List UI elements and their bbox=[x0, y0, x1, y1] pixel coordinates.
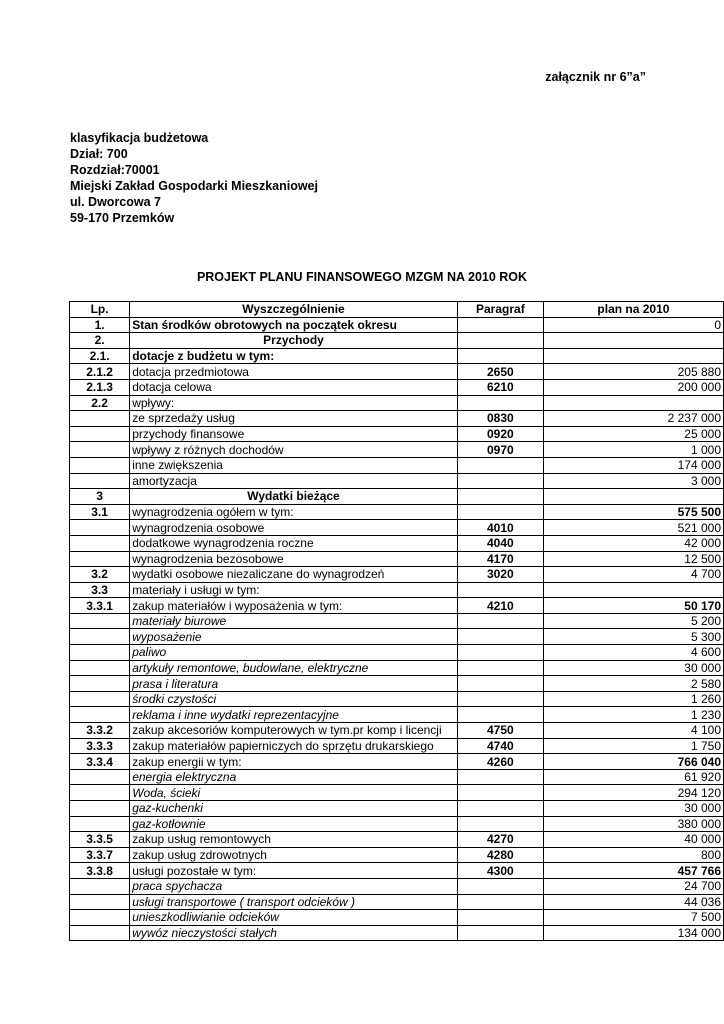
row-description: zakup energii w tym: bbox=[130, 754, 458, 770]
row-plan-value: 174 000 bbox=[543, 457, 723, 473]
row-plan-value bbox=[543, 489, 723, 505]
budget-classification-header bbox=[70, 130, 318, 226]
chapter-label: Rozdział:70001 bbox=[70, 163, 160, 177]
row-plan-value: 40 000 bbox=[543, 832, 723, 848]
row-description: środki czystości bbox=[130, 691, 458, 707]
table-row bbox=[70, 473, 724, 489]
row-paragraph bbox=[457, 348, 543, 364]
row-description: usługi transportowe ( transport odcieków ) bbox=[130, 894, 458, 910]
row-paragraph: 4740 bbox=[457, 738, 543, 754]
row-plan-value: 0 bbox=[543, 317, 723, 333]
row-plan-value: 1 260 bbox=[543, 691, 723, 707]
row-description: wynagrodzenia bezosobowe bbox=[130, 551, 458, 567]
row-description: ze sprzedaży usług bbox=[130, 411, 458, 427]
row-paragraph bbox=[457, 785, 543, 801]
table-row bbox=[70, 504, 724, 520]
table-row bbox=[70, 364, 724, 380]
row-paragraph bbox=[457, 878, 543, 894]
column-header-lp: Lp. bbox=[70, 302, 130, 318]
row-lp bbox=[70, 769, 130, 785]
row-lp bbox=[70, 785, 130, 801]
row-plan-value bbox=[543, 333, 723, 349]
row-plan-value: 1 750 bbox=[543, 738, 723, 754]
row-paragraph: 4260 bbox=[457, 754, 543, 770]
row-lp bbox=[70, 535, 130, 551]
table-row bbox=[70, 707, 724, 723]
row-lp bbox=[70, 520, 130, 536]
row-paragraph bbox=[457, 613, 543, 629]
table-row bbox=[70, 613, 724, 629]
column-header-description: Wyszczególnienie bbox=[130, 302, 458, 318]
row-lp bbox=[70, 801, 130, 817]
row-description: Przychody bbox=[130, 333, 458, 349]
row-lp: 2.2 bbox=[70, 395, 130, 411]
institution-name: Miejski Zakład Gospodarki Mieszkaniowej bbox=[70, 179, 318, 193]
table-row bbox=[70, 676, 724, 692]
row-lp bbox=[70, 910, 130, 926]
row-plan-value: 800 bbox=[543, 847, 723, 863]
row-paragraph: 4280 bbox=[457, 847, 543, 863]
row-lp: 2. bbox=[70, 333, 130, 349]
row-lp: 3.3.5 bbox=[70, 832, 130, 848]
row-lp bbox=[70, 426, 130, 442]
row-plan-value: 7 500 bbox=[543, 910, 723, 926]
row-description: gaz-kotłownie bbox=[130, 816, 458, 832]
row-description: praca spychacza bbox=[130, 878, 458, 894]
table-row bbox=[70, 645, 724, 661]
row-plan-value: 766 040 bbox=[543, 754, 723, 770]
row-paragraph bbox=[457, 317, 543, 333]
row-description: materiały i usługi w tym: bbox=[130, 582, 458, 598]
row-description: energia elektryczna bbox=[130, 769, 458, 785]
financial-plan-table bbox=[69, 301, 724, 941]
row-paragraph: 4210 bbox=[457, 598, 543, 614]
table-row bbox=[70, 785, 724, 801]
row-description: dodatkowe wynagrodzenia roczne bbox=[130, 535, 458, 551]
table-row bbox=[70, 816, 724, 832]
row-lp bbox=[70, 707, 130, 723]
row-description: zakup usług remontowych bbox=[130, 832, 458, 848]
row-lp bbox=[70, 676, 130, 692]
row-plan-value bbox=[543, 348, 723, 364]
row-plan-value: 3 000 bbox=[543, 473, 723, 489]
table-row bbox=[70, 379, 724, 395]
institution-street: ul. Dworcowa 7 bbox=[70, 195, 161, 209]
row-paragraph bbox=[457, 582, 543, 598]
row-plan-value: 61 920 bbox=[543, 769, 723, 785]
row-description: gaz-kuchenki bbox=[130, 801, 458, 817]
table-row bbox=[70, 582, 724, 598]
table-row bbox=[70, 847, 724, 863]
row-description: wydatki osobowe niezaliczane do wynagrodzeń bbox=[130, 567, 458, 583]
row-lp bbox=[70, 894, 130, 910]
row-plan-value: 457 766 bbox=[543, 863, 723, 879]
row-plan-value: 4 600 bbox=[543, 645, 723, 661]
table-row bbox=[70, 333, 724, 349]
row-description: Wydatki bieżące bbox=[130, 489, 458, 505]
row-paragraph bbox=[457, 660, 543, 676]
row-paragraph: 4750 bbox=[457, 723, 543, 739]
row-lp bbox=[70, 629, 130, 645]
table-row bbox=[70, 832, 724, 848]
row-lp bbox=[70, 816, 130, 832]
table-row bbox=[70, 317, 724, 333]
row-lp: 3.3.1 bbox=[70, 598, 130, 614]
row-lp bbox=[70, 645, 130, 661]
table-row bbox=[70, 551, 724, 567]
row-lp: 1. bbox=[70, 317, 130, 333]
row-paragraph: 4010 bbox=[457, 520, 543, 536]
row-lp: 2.1.2 bbox=[70, 364, 130, 380]
table-row bbox=[70, 801, 724, 817]
row-lp bbox=[70, 442, 130, 458]
row-paragraph: 0970 bbox=[457, 442, 543, 458]
row-lp bbox=[70, 878, 130, 894]
row-lp bbox=[70, 925, 130, 941]
table-row bbox=[70, 910, 724, 926]
row-description: dotacja celowa bbox=[130, 379, 458, 395]
row-lp: 3.3 bbox=[70, 582, 130, 598]
row-plan-value: 2 237 000 bbox=[543, 411, 723, 427]
column-header-plan: plan na 2010 bbox=[543, 302, 723, 318]
row-plan-value: 1 230 bbox=[543, 707, 723, 723]
institution-city: 59-170 Przemków bbox=[70, 211, 175, 225]
row-lp bbox=[70, 411, 130, 427]
table-row bbox=[70, 457, 724, 473]
table-row bbox=[70, 691, 724, 707]
row-plan-value: 2 580 bbox=[543, 676, 723, 692]
row-paragraph bbox=[457, 816, 543, 832]
row-plan-value: 380 000 bbox=[543, 816, 723, 832]
row-paragraph bbox=[457, 769, 543, 785]
row-lp bbox=[70, 613, 130, 629]
row-description: prasa i literatura bbox=[130, 676, 458, 692]
row-plan-value: 12 500 bbox=[543, 551, 723, 567]
row-description: unieszkodliwianie odcieków bbox=[130, 910, 458, 926]
table-row bbox=[70, 878, 724, 894]
row-plan-value: 42 000 bbox=[543, 535, 723, 551]
row-paragraph bbox=[457, 629, 543, 645]
row-description: wyposażenie bbox=[130, 629, 458, 645]
row-description: dotacje z budżetu w tym: bbox=[130, 348, 458, 364]
row-plan-value bbox=[543, 395, 723, 411]
row-description: dotacja przedmiotowa bbox=[130, 364, 458, 380]
row-description: wpływy z różnych dochodów bbox=[130, 442, 458, 458]
row-description: wynagrodzenia ogółem w tym: bbox=[130, 504, 458, 520]
table-row bbox=[70, 567, 724, 583]
row-paragraph: 4170 bbox=[457, 551, 543, 567]
row-paragraph: 6210 bbox=[457, 379, 543, 395]
row-plan-value: 575 500 bbox=[543, 504, 723, 520]
row-paragraph bbox=[457, 333, 543, 349]
row-paragraph bbox=[457, 645, 543, 661]
annex-label: załącznik nr 6”a” bbox=[545, 70, 646, 84]
row-paragraph bbox=[457, 395, 543, 411]
row-description: inne zwiększenia bbox=[130, 457, 458, 473]
row-description: wpływy: bbox=[130, 395, 458, 411]
row-plan-value: 134 000 bbox=[543, 925, 723, 941]
table-row bbox=[70, 411, 724, 427]
row-description: wywóz nieczystości stałych bbox=[130, 925, 458, 941]
row-description: artykuły remontowe, budowlane, elektryczne bbox=[130, 660, 458, 676]
row-plan-value: 4 700 bbox=[543, 567, 723, 583]
row-description: reklama i inne wydatki reprezentacyjne bbox=[130, 707, 458, 723]
column-header-paragraph: Paragraf bbox=[457, 302, 543, 318]
row-lp bbox=[70, 660, 130, 676]
row-plan-value: 30 000 bbox=[543, 660, 723, 676]
row-description: przychody finansowe bbox=[130, 426, 458, 442]
row-description: Stan środków obrotowych na początek okresu bbox=[130, 317, 458, 333]
row-paragraph: 0830 bbox=[457, 411, 543, 427]
row-plan-value: 4 100 bbox=[543, 723, 723, 739]
document-title: PROJEKT PLANU FINANSOWEGO MZGM NA 2010 ROK bbox=[196, 270, 528, 284]
row-description: zakup materiałów papierniczych do sprzętu drukarskiego bbox=[130, 738, 458, 754]
row-lp: 3.3.4 bbox=[70, 754, 130, 770]
row-description: zakup akcesoriów komputerowych w tym.pr komp i licencji bbox=[130, 723, 458, 739]
classification-label: klasyfikacja budżetowa bbox=[70, 131, 209, 145]
row-paragraph bbox=[457, 894, 543, 910]
table-row bbox=[70, 723, 724, 739]
row-paragraph bbox=[457, 691, 543, 707]
row-description: zakup materiałów i wyposażenia w tym: bbox=[130, 598, 458, 614]
row-plan-value: 30 000 bbox=[543, 801, 723, 817]
row-paragraph bbox=[457, 676, 543, 692]
row-lp: 2.1.3 bbox=[70, 379, 130, 395]
row-lp: 3 bbox=[70, 489, 130, 505]
row-lp: 3.3.2 bbox=[70, 723, 130, 739]
row-lp: 3.3.7 bbox=[70, 847, 130, 863]
table-header-row bbox=[70, 302, 724, 318]
row-plan-value: 205 880 bbox=[543, 364, 723, 380]
row-plan-value: 294 120 bbox=[543, 785, 723, 801]
row-description: materiały biurowe bbox=[130, 613, 458, 629]
row-plan-value: 521 000 bbox=[543, 520, 723, 536]
row-lp bbox=[70, 457, 130, 473]
row-plan-value: 25 000 bbox=[543, 426, 723, 442]
row-paragraph bbox=[457, 473, 543, 489]
row-plan-value: 44 036 bbox=[543, 894, 723, 910]
table-row bbox=[70, 629, 724, 645]
row-lp bbox=[70, 473, 130, 489]
table-row bbox=[70, 660, 724, 676]
row-plan-value: 24 700 bbox=[543, 878, 723, 894]
row-description: usługi pozostałe w tym: bbox=[130, 863, 458, 879]
row-paragraph: 3020 bbox=[457, 567, 543, 583]
table-row bbox=[70, 754, 724, 770]
row-paragraph bbox=[457, 801, 543, 817]
row-lp: 3.3.3 bbox=[70, 738, 130, 754]
table-row bbox=[70, 769, 724, 785]
table-row bbox=[70, 489, 724, 505]
row-paragraph bbox=[457, 910, 543, 926]
row-lp bbox=[70, 551, 130, 567]
row-lp: 3.2 bbox=[70, 567, 130, 583]
row-paragraph bbox=[457, 489, 543, 505]
row-lp: 3.1 bbox=[70, 504, 130, 520]
row-paragraph: 2650 bbox=[457, 364, 543, 380]
row-paragraph: 0920 bbox=[457, 426, 543, 442]
row-plan-value: 5 300 bbox=[543, 629, 723, 645]
row-plan-value: 50 170 bbox=[543, 598, 723, 614]
row-description: Woda, ścieki bbox=[130, 785, 458, 801]
table-row bbox=[70, 863, 724, 879]
row-plan-value bbox=[543, 582, 723, 598]
table-row bbox=[70, 738, 724, 754]
table-row bbox=[70, 520, 724, 536]
table-row bbox=[70, 348, 724, 364]
row-lp bbox=[70, 691, 130, 707]
table-row bbox=[70, 894, 724, 910]
row-paragraph: 4300 bbox=[457, 863, 543, 879]
row-paragraph bbox=[457, 457, 543, 473]
row-description: amortyzacja bbox=[130, 473, 458, 489]
row-lp: 2.1. bbox=[70, 348, 130, 364]
table-row bbox=[70, 925, 724, 941]
row-paragraph: 4040 bbox=[457, 535, 543, 551]
row-paragraph: 4270 bbox=[457, 832, 543, 848]
row-description: paliwo bbox=[130, 645, 458, 661]
row-paragraph bbox=[457, 925, 543, 941]
row-description: wynagrodzenia osobowe bbox=[130, 520, 458, 536]
table-row bbox=[70, 395, 724, 411]
row-lp: 3.3.8 bbox=[70, 863, 130, 879]
row-plan-value: 200 000 bbox=[543, 379, 723, 395]
table-row bbox=[70, 426, 724, 442]
table-row bbox=[70, 535, 724, 551]
row-plan-value: 1 000 bbox=[543, 442, 723, 458]
division-label: Dział: 700 bbox=[70, 147, 128, 161]
row-paragraph bbox=[457, 504, 543, 520]
table-row bbox=[70, 442, 724, 458]
row-description: zakup usług zdrowotnych bbox=[130, 847, 458, 863]
row-plan-value: 5 200 bbox=[543, 613, 723, 629]
row-paragraph bbox=[457, 707, 543, 723]
table-row bbox=[70, 598, 724, 614]
